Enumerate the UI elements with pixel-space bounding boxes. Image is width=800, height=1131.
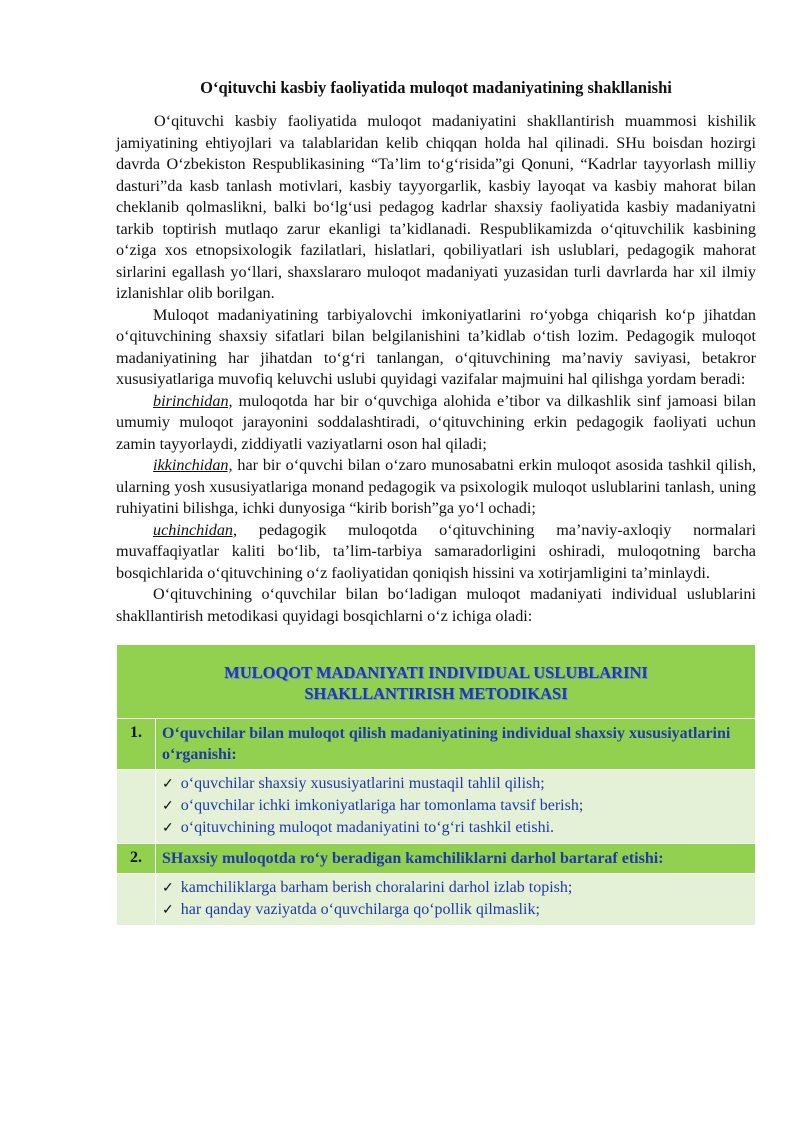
table-header-line-1: MULOQOT MADANIYATI INDIVIDUAL USLUBLARINI <box>224 663 648 682</box>
table-header <box>117 645 756 719</box>
table-row <box>117 770 756 844</box>
checkmark-icon: ✓ <box>162 777 174 792</box>
checkmark-icon: ✓ <box>162 881 174 896</box>
paragraph-2: Muloqot madaniyatining tarbiyalovchi imkoniyatlarini ro‘yobga chiqarish ko‘p jihatdan o‘qituvchining shaxsiy sifatlari bilan belgilanishini ta’kidlab o‘tish lozim. Pedagogik muloqot madaniyatining har jihatdan to‘g‘ri tanlangan, o‘qituvchining ma’naviy saviyasi, betakror xususiyatlariga muvofiq keluvchi uslubi quyidagi vazifalar majmuini hal qilishga yordam beradi: <box>116 305 756 388</box>
list-item: ✓ o‘quvchilar ichki imkoniyatlariga har tomonlama tavsif berish; <box>162 797 584 814</box>
checkmark-icon: ✓ <box>162 799 174 814</box>
step-items <box>156 874 756 926</box>
list-item: ✓ har qanday vaziyatda o‘quvchilarga qo‘pollik qilmaslik; <box>162 901 540 918</box>
checkmark-icon: ✓ <box>162 821 174 836</box>
step-title: O‘quvchilar bilan muloqot qilish madaniyatining individual shaxsiy xususiyatlarini o‘rganishi: <box>156 719 756 770</box>
table-header-row <box>117 645 756 719</box>
table-row <box>117 719 756 770</box>
paragraph-4-lead: ikkinchidan, <box>153 456 233 474</box>
blank-cell <box>117 770 156 844</box>
paragraph-4-text: har bir o‘quvchi bilan o‘zaro munosabatni erkin muloqot asosida tashkil qilish, ularning yosh xususiyatlariga monand pedagogik va psixologik muloqot uslublarini tanlash, uning ruhiyatini bilishga, ichki dunyosiga “kirib borish”ga yo‘l ochadi; <box>116 456 756 517</box>
step-items <box>156 770 756 844</box>
document-body <box>116 111 756 627</box>
paragraph-3-lead: birinchidan, <box>153 391 233 410</box>
document-title: O‘qituvchi kasbiy faoliyatida muloqot madaniyatining shakllanishi <box>200 78 672 97</box>
paragraph-6: O‘qituvchining o‘quvchilar bilan bo‘ladigan muloqot madaniyati individual uslublarini shakllantirish metodikasi quyidagi bosqichlarni o‘z ichiga oladi: <box>116 585 756 625</box>
list-item: ✓ kamchiliklarga barham berish choralarini darhol izlab topish; <box>162 879 573 896</box>
paragraph-3-text: muloqotda har bir o‘quvchiga alohida e’tibor va dilkashlik sinf jamoasi bilan umumiy muloqot jarayonini soddalashtiradi, o‘qituvchining erkin pedagogik faoliyati uchun zamin tayyorlaydi, ziddiyatli vaziyatlarni oson hal qiladi; <box>116 391 756 453</box>
methodology-table <box>116 644 756 926</box>
paragraph-5-text: pedagogik muloqotda o‘qituvchining ma’naviy-axloqiy normalari muvaffaqiyatlar kaliti bo‘lib, ta’lim-tarbiya samaradorligini oshiradi, muloqotning barcha bosqichlarida o‘qituvchining o‘z faoliyatidan qoniqish hissini va xotirjamligini ta’minlaydi. <box>116 520 756 582</box>
step-number: 2. <box>117 844 156 874</box>
table-row <box>117 844 756 874</box>
step-number: 1. <box>117 719 156 770</box>
paragraph-5-lead: uchinchidan, <box>153 520 238 539</box>
table-header-line-2: SHAKLLANTIRISH METODIKASI <box>304 684 568 703</box>
table-row <box>117 874 756 926</box>
paragraph-3 <box>116 391 756 456</box>
list-item: ✓ o‘qituvchining muloqot madaniyatini to‘g‘ri tashkil etishi. <box>162 819 555 836</box>
paragraph-5 <box>116 520 756 585</box>
paragraph-1: O‘qituvchi kasbiy faoliyatida muloqot madaniyatini shakllantirish muammosi kishilik jamiyatining ehtiyojlari va talablaridan kelib chiqqan holda hal qilinadi. SHu boisdan hozirgi davrda O‘zbekiston Respublikasining “Ta’lim to‘g‘risida”gi Qonuni, “Kadrlar tayyorlash milliy dasturi”da kasb tanlash motivlari, kasbiy tayyorgarlik, kasbiy layoqat va kasbiy mahorat bilan cheklanib qolmaslikni, balki bo‘lg‘usi pedagog kadrlar shaxsiy faoliyatida kasbiy madaniyatni tarkib toptirish mutlaqo zarur ekanligi ta’kidlanadi. Respublikamizda o‘qituvchilik kasbining o‘ziga xos etnopsixologik fazilatlari, hislatlari, qobiliyatlari ish uslublari, pedagogik mahorat sirlarini egallash yo‘llari, shaxslararo muloqot madaniyati yuzasidan turli davrlarda har xil ilmiy izlanishlar olib borilgan. <box>116 112 756 302</box>
blank-cell <box>117 874 156 926</box>
step-title: SHaxsiy muloqotda ro‘y beradigan kamchiliklarni darhol bartaraf etishi: <box>156 844 756 874</box>
list-item: ✓ o‘quvchilar shaxsiy xususiyatlarini mustaqil tahlil qilish; <box>162 775 545 792</box>
paragraph-4 <box>116 455 756 520</box>
checkmark-icon: ✓ <box>162 903 174 918</box>
